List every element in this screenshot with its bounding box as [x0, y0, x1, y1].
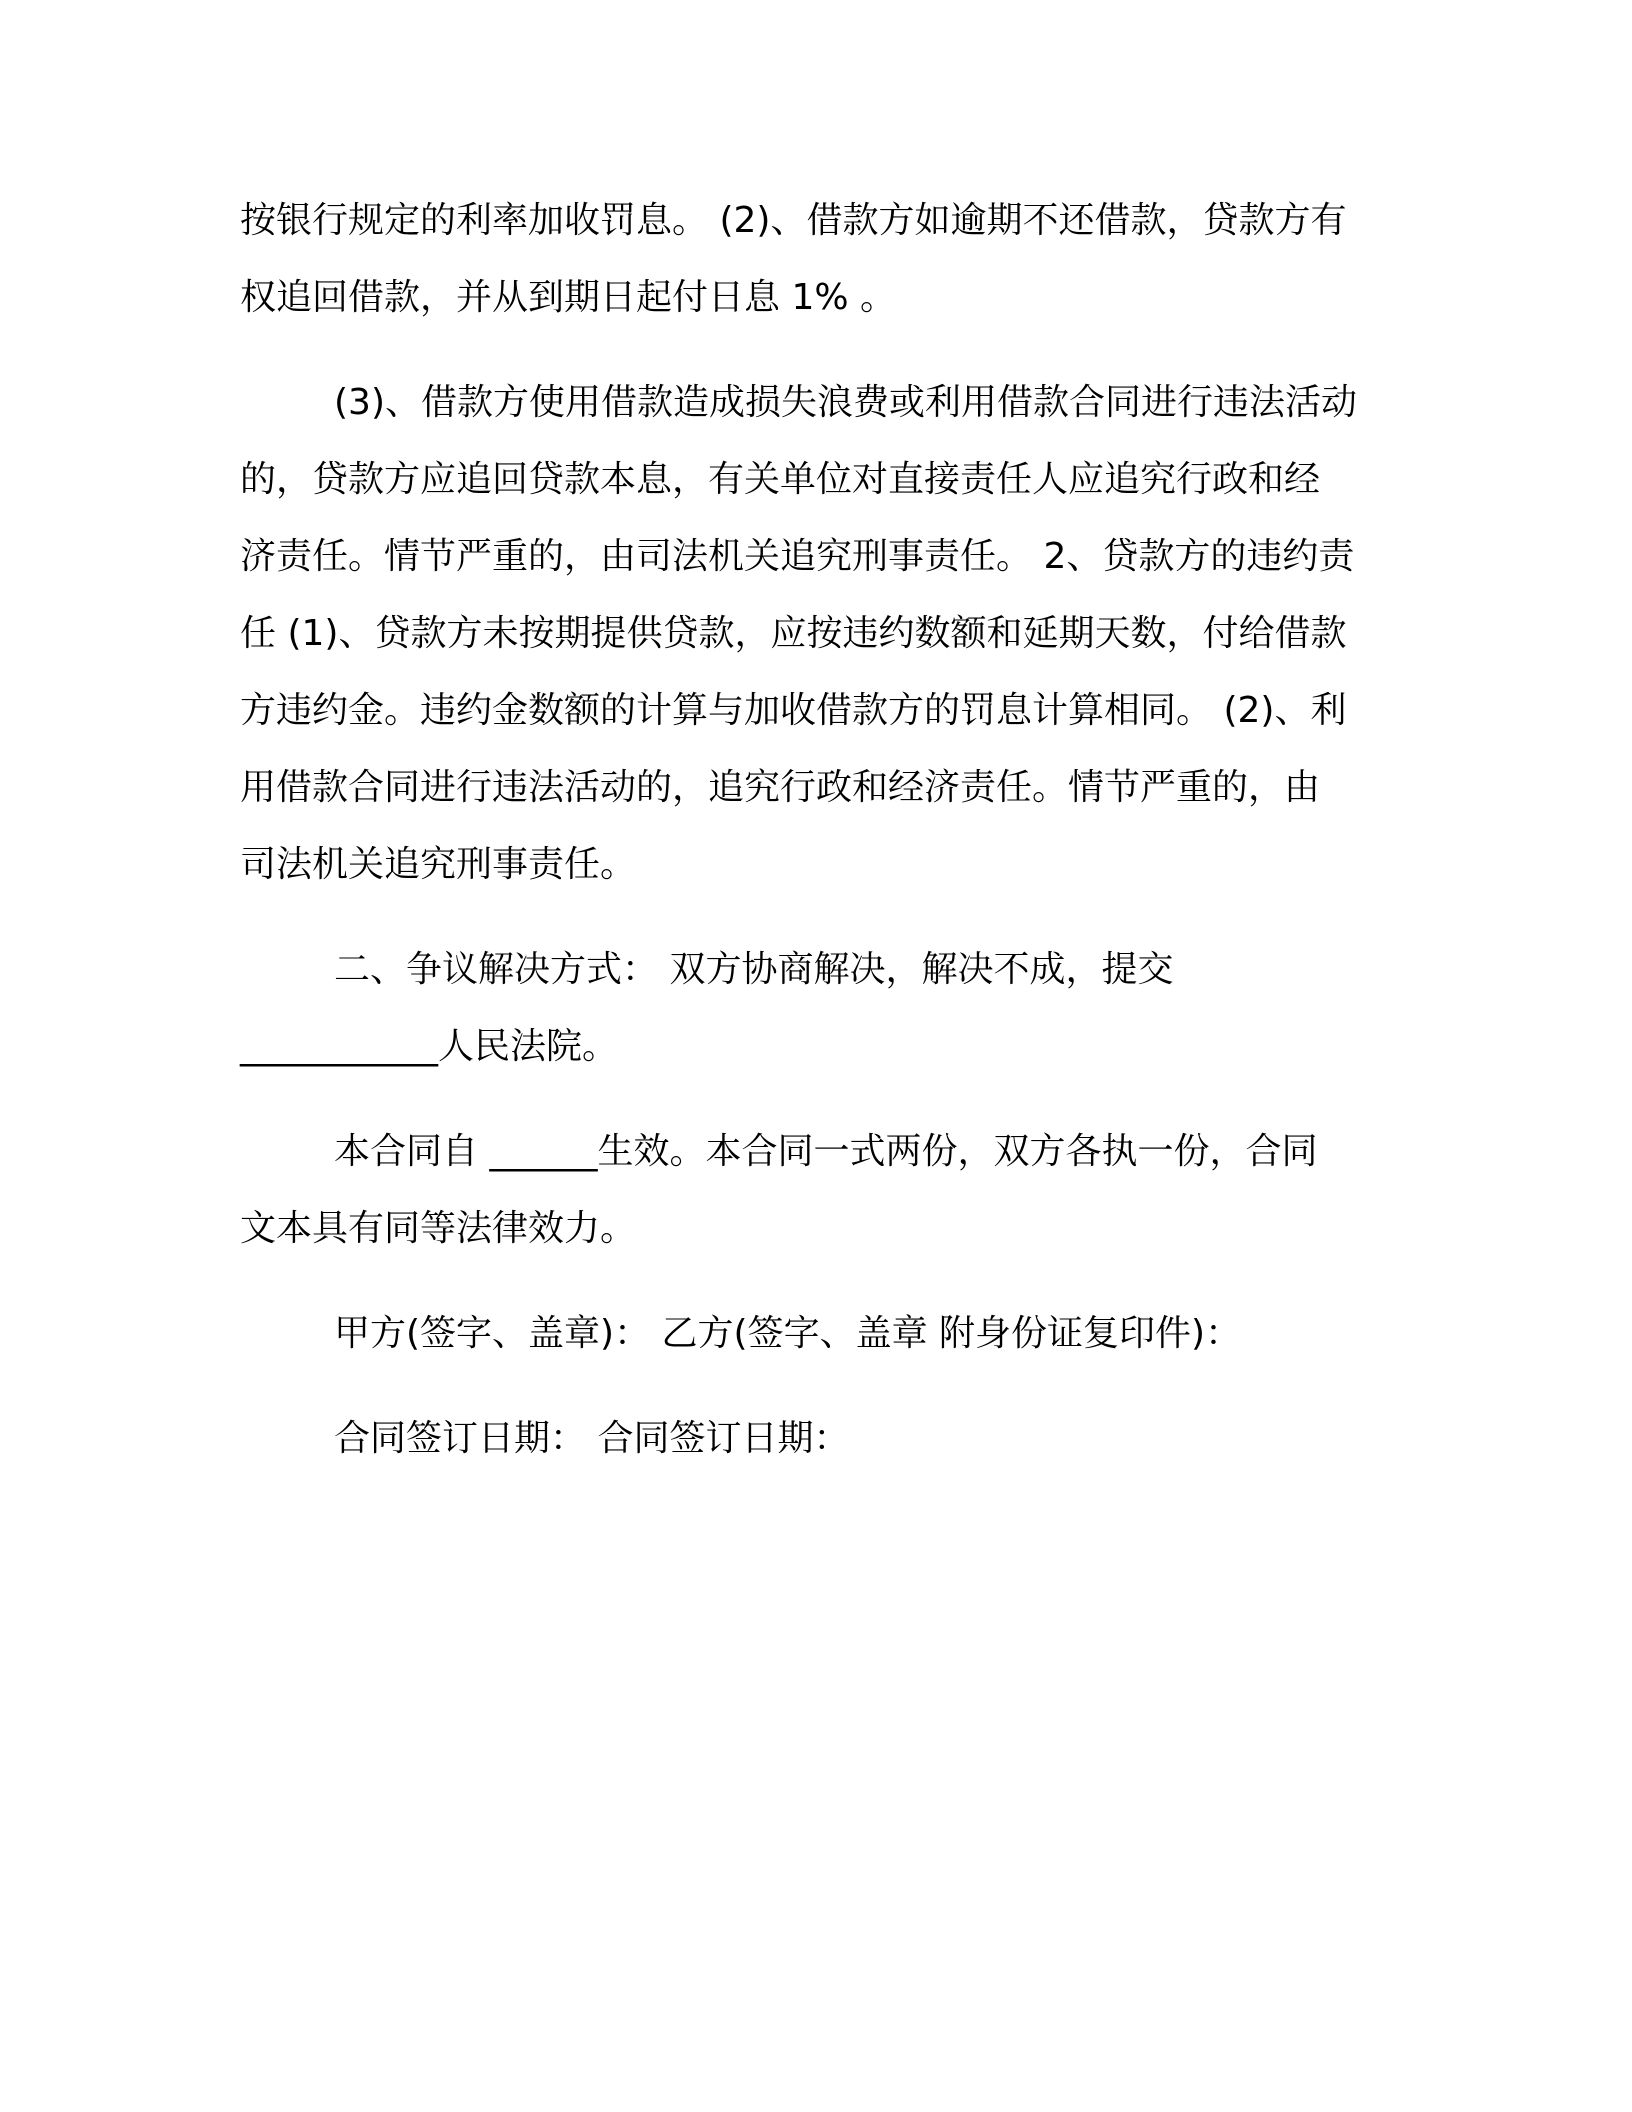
document-body	[240, 182, 1400, 1477]
paragraph-liability-clauses	[240, 364, 1400, 903]
text-line: 司法机关追究刑事责任。	[240, 844, 637, 885]
text-line: 方违约金。违约金数额的计算与加收借款方的罚息计算相同。 (2)、利	[240, 690, 1347, 731]
paragraph-penalty-continued	[240, 182, 1400, 336]
paragraph-dispute-resolution	[240, 931, 1400, 1085]
text-line: 甲方(签字、盖章)： 乙方(签字、盖章 附身份证复印件)：	[334, 1313, 1242, 1354]
text-line: 的，贷款方应追回贷款本息，有关单位对直接责任人应追究行政和经	[240, 459, 1321, 500]
paragraph-effective-date	[240, 1113, 1400, 1267]
text-line: 合同签订日期： 合同签订日期：	[334, 1418, 850, 1459]
text-line: 按银行规定的利率加收罚息。 (2)、借款方如逾期不还借款，贷款方有	[240, 200, 1347, 241]
text-line: 权追回借款，并从到期日起付日息 1% 。	[240, 277, 896, 318]
paragraph-signatures	[240, 1295, 1400, 1372]
text-line: 任 (1)、贷款方未按期提供贷款，应按违约数额和延期天数，付给借款	[240, 613, 1347, 654]
text-line: 文本具有同等法律效力。	[240, 1208, 637, 1249]
text-line: (3)、借款方使用借款造成损失浪费或利用借款合同进行违法活动	[334, 382, 1357, 423]
text-line: 济责任。情节严重的，由司法机关追究刑事责任。 2、贷款方的违约责	[240, 536, 1355, 577]
text-line: ___________人民法院。	[240, 1026, 619, 1067]
text-line: 用借款合同进行违法活动的，追究行政和经济责任。情节严重的，由	[240, 767, 1321, 808]
text-line: 二、争议解决方式： 双方协商解决，解决不成，提交	[334, 949, 1174, 990]
paragraph-signing-dates	[240, 1400, 1400, 1477]
text-line: 本合同自 ______生效。本合同一式两份，双方各执一份，合同	[334, 1131, 1318, 1172]
